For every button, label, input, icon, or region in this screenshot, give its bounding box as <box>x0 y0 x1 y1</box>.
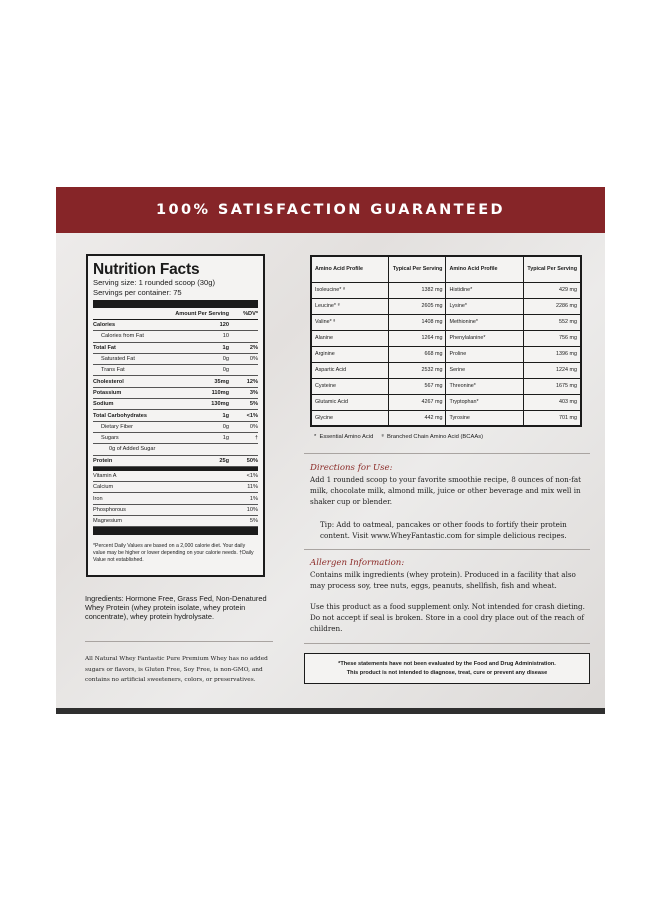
table-cell: Leucine* ⁸ <box>311 298 388 314</box>
table-cell: 0g <box>222 356 229 363</box>
nutrient-row <box>93 343 258 354</box>
nutrient-row <box>93 505 258 516</box>
table-cell: Serine <box>446 362 523 378</box>
table-row <box>311 362 581 378</box>
table-cell: 0g of Added Sugar <box>109 446 156 453</box>
table-cell: 0% <box>249 356 258 363</box>
table-cell: 701 mg <box>523 410 581 426</box>
table-row <box>311 330 581 346</box>
table-cell: 2% <box>249 344 258 351</box>
table-cell: Proline <box>446 346 523 362</box>
directions-text: Add 1 rounded scoop to your favorite smoothie recipe, 8 ounces of non-fat milk, chocolate milk, almond milk, juice or other beverage and mix well in shaker cup or blender. <box>310 475 582 506</box>
table-cell: Phosphorous <box>93 506 126 513</box>
table-cell: Calcium <box>93 484 114 491</box>
table-cell: Dietary Fiber <box>101 423 134 430</box>
usage-text: Use this product as a food supplement only. Not intended for crash dieting. Do not accept if seal is broken. Store in a cool dry place out of the reach of children. <box>310 602 585 633</box>
nutrient-row <box>93 410 258 421</box>
table-cell: 10 <box>222 333 229 340</box>
table-cell: Trans Fat <box>101 367 125 374</box>
table-cell: Phenylalanine* <box>446 330 523 346</box>
divider-thick <box>93 300 258 308</box>
column-header: Amino Acid Profile <box>446 256 523 282</box>
table-cell: Vitamin A <box>93 473 117 479</box>
bottom-bar <box>56 708 605 714</box>
nutrient-row <box>93 365 258 376</box>
nutrient-row <box>93 320 258 331</box>
nutrient-row <box>93 482 258 493</box>
table-row <box>311 282 581 298</box>
table-cell: 110mg <box>211 389 229 396</box>
nutrition-header-row <box>93 308 258 320</box>
table-cell: Calories from Fat <box>101 333 144 340</box>
table-cell: Calories <box>93 322 116 329</box>
ingredients-text: Ingredients: Hormone Free, Grass Fed, Non-Denatured Whey Protein (whey protein isolate, whey protein concentrate), whey protein hydrolysate. <box>85 594 267 622</box>
nutrient-row <box>93 422 258 433</box>
daily-value-footnote: *Percent Daily Values are based on a 2,000 calorie diet. Your daily value may be higher or lower depending on your calorie needs. †Daily Value not established. <box>93 543 254 563</box>
table-cell: 12% <box>246 378 258 385</box>
amount-header: Amount Per Serving <box>175 310 229 317</box>
column-header: Typical Per Serving <box>523 256 581 282</box>
table-cell: 3% <box>249 389 258 396</box>
table-cell: Isoleucine* ⁸ <box>311 282 388 298</box>
nutrient-row <box>93 376 258 387</box>
nutrient-row <box>93 516 258 527</box>
table-cell: Cholesterol <box>93 378 124 385</box>
table-cell: Aspartic Acid <box>311 362 388 378</box>
table-cell: 403 mg <box>523 394 581 410</box>
disclaimer-line: This product is not intended to diagnose, treat, cure or prevent any disease <box>346 669 548 676</box>
nutrient-row <box>93 471 258 482</box>
nutrient-row <box>93 493 258 504</box>
table-cell: 0g <box>222 423 229 430</box>
table-cell: Tryptophan* <box>446 394 523 410</box>
table-cell: 0% <box>249 423 258 430</box>
table-cell: 10% <box>246 506 258 513</box>
table-cell: 1264 mg <box>388 330 446 346</box>
table-cell: 25g <box>219 457 229 464</box>
table-cell: 2605 mg <box>388 298 446 314</box>
table-cell: <1% <box>246 412 258 419</box>
table-cell: Cysteine <box>311 378 388 394</box>
table-cell: 50% <box>246 457 258 464</box>
nutrient-row <box>93 331 258 342</box>
table-cell: 1382 mg <box>388 282 446 298</box>
table-row <box>311 346 581 362</box>
table-cell: 5% <box>249 518 258 525</box>
table-cell: 567 mg <box>388 378 446 394</box>
nutrient-row <box>93 399 258 410</box>
table-cell: 1408 mg <box>388 314 446 330</box>
table-cell: Saturated Fat <box>101 356 135 363</box>
table-cell: Potassium <box>93 389 122 396</box>
table-row <box>311 378 581 394</box>
table-cell: <1% <box>246 473 258 479</box>
nutrition-facts-box <box>86 254 265 577</box>
table-cell: Alanine <box>311 330 388 346</box>
table-cell: 429 mg <box>523 282 581 298</box>
table-cell: 756 mg <box>523 330 581 346</box>
table-cell: Lysine* <box>446 298 523 314</box>
fda-disclaimer <box>304 653 590 684</box>
divider-thick <box>93 527 258 535</box>
table-cell: 1396 mg <box>523 346 581 362</box>
table-row <box>311 410 581 426</box>
tip-text: Tip: Add to oatmeal, pancakes or other foods to fortify their protein content. Visit www.WheyFantastic.com for simple delicious recipes. <box>320 520 567 540</box>
table-cell: 1g <box>222 412 229 419</box>
table-cell: Methionine* <box>446 314 523 330</box>
table-cell: 1224 mg <box>523 362 581 378</box>
table-cell: 35mg <box>214 378 229 385</box>
table-cell: 2286 mg <box>523 298 581 314</box>
column-header: Amino Acid Profile <box>311 256 388 282</box>
table-cell: 1g <box>222 435 229 442</box>
table-cell: Threonine* <box>446 378 523 394</box>
servings-per-container: Servings per container: 75 <box>93 287 182 297</box>
table-header-row <box>311 256 581 282</box>
table-cell: 2532 mg <box>388 362 446 378</box>
allergen-heading: Allergen Information: <box>310 558 405 568</box>
table-cell: Sugars <box>101 435 119 442</box>
table-cell: 130mg <box>211 401 229 408</box>
table-cell: Iron <box>93 495 103 502</box>
nutrition-title: Nutrition Facts <box>93 261 200 278</box>
table-cell: Total Fat <box>93 344 116 351</box>
divider <box>304 549 590 550</box>
table-cell: 1675 mg <box>523 378 581 394</box>
divider <box>304 643 590 644</box>
table-cell: Protein <box>93 457 113 464</box>
table-row <box>311 314 581 330</box>
nutrient-row <box>93 388 258 399</box>
dv-header: %DV* <box>243 310 258 317</box>
nutrient-row <box>93 433 258 444</box>
table-cell: † <box>254 435 258 442</box>
table-cell: 0g <box>222 367 229 374</box>
table-cell: Tyrosine <box>446 410 523 426</box>
table-cell: Arginine <box>311 346 388 362</box>
table-cell: 5% <box>249 401 258 408</box>
table-cell: 11% <box>247 484 258 491</box>
divider <box>304 453 590 454</box>
nutrient-row <box>93 354 258 365</box>
table-cell: Histidine* <box>446 282 523 298</box>
table-cell: Total Carbohydrates <box>93 412 147 419</box>
disclaimer-line: *These statements have not been evaluated by the Food and Drug Administration. <box>338 661 556 667</box>
table-cell: Glutamic Acid <box>311 394 388 410</box>
product-label-panel <box>56 187 605 714</box>
allergen-text: Contains milk ingredients (whey protein). Produced in a facility that also may process soy, tree nuts, eggs, peanuts, shellfish, fish and wheat. <box>310 570 576 590</box>
table-cell: Glycine <box>311 410 388 426</box>
table-cell: Valine* ⁸ <box>311 314 388 330</box>
table-cell: 1g <box>222 344 229 351</box>
guarantee-banner: 100% SATISFACTION GUARANTEED <box>56 187 605 233</box>
table-cell: 552 mg <box>523 314 581 330</box>
table-cell: 442 mg <box>388 410 446 426</box>
table-cell: 1% <box>249 495 258 502</box>
all-natural-statement: All Natural Whey Fantastic Pure Premium Whey has no added sugars or flavors, is Gluten Free, Soy Free, is non-GMO, and contains no artificial sweeteners, colors, or preservatives. <box>85 656 268 683</box>
column-header: Typical Per Serving <box>388 256 446 282</box>
table-row <box>311 394 581 410</box>
serving-size: Serving size: 1 rounded scoop (30g) <box>93 278 215 287</box>
table-cell: 4267 mg <box>388 394 446 410</box>
amino-legend: * Essential Amino Acid ⁸ Branched Chain Amino Acid (BCAAs) <box>314 434 484 440</box>
table-row <box>311 298 581 314</box>
amino-acid-table <box>310 255 582 427</box>
table-cell: Sodium <box>93 401 114 408</box>
table-cell: Magnesium <box>93 518 122 525</box>
nutrient-row <box>93 456 258 467</box>
table-cell: 120 <box>219 322 229 329</box>
table-cell: 668 mg <box>388 346 446 362</box>
directions-heading: Directions for Use: <box>310 463 393 473</box>
divider <box>85 641 273 642</box>
nutrient-row <box>93 444 258 455</box>
